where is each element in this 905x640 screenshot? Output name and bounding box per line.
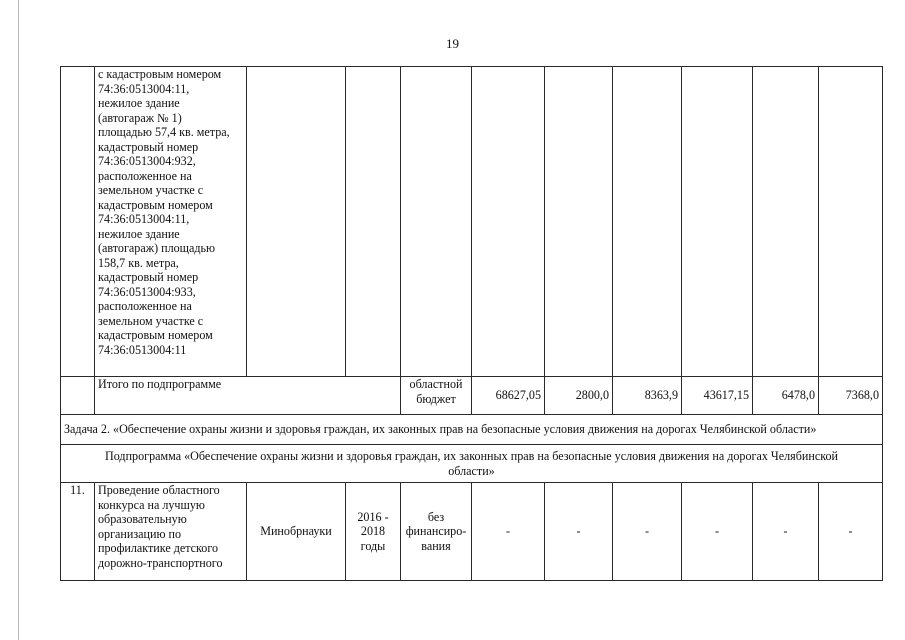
cell-total-value: 68627,05: [472, 377, 545, 415]
cell-object-description: с кадастровым номером 74:36:0513004:11, нежилое здание (автогараж № 1) площадью 57,4 кв. метра, кадастровый номер 74:36:0513004:932, расположенное на земельном участке с кадастровым номером 74:36:0513004:11, нежилое здание (автогараж) площадью 158,7 кв. метра, кадастровый номер 74:36:0513004:933, расположенное на земельном участке с кадастровым номером 74:36:0513004:11: [95, 67, 247, 377]
cell-year-value: -: [819, 483, 883, 581]
cell-year-value: -: [682, 483, 753, 581]
table-row-object-description: [61, 67, 883, 377]
cell-funding-source: областной бюджет: [401, 377, 472, 415]
cell-year-value: -: [753, 483, 819, 581]
page-edge-line: [18, 0, 19, 640]
cell-year-value: 43617,15: [682, 377, 753, 415]
cell-subprogram-heading: Подпрограмма «Обеспечение охраны жизни и здоровья граждан, их законных прав на безопасные условия движения на дорогах Челябинской области»: [61, 445, 883, 483]
cell-year-value: 2800,0: [545, 377, 613, 415]
cell-year-2020: [819, 67, 883, 377]
cell-year-value: 8363,9: [613, 377, 682, 415]
cell-total-label: Итого по подпрограмме: [95, 377, 401, 415]
cell-period: 2016 - 2018 годы: [346, 483, 401, 581]
cell-period: [346, 67, 401, 377]
cell-year-2017: [613, 67, 682, 377]
cell-funding-source: [401, 67, 472, 377]
cell-executor: [247, 67, 346, 377]
table-row-item-11: [61, 483, 883, 581]
document-table: [60, 66, 883, 581]
cell-year-value: -: [613, 483, 682, 581]
cell-year-value: 6478,0: [753, 377, 819, 415]
cell-total: [472, 67, 545, 377]
cell-row-number: 11.: [61, 483, 95, 581]
cell-funding-source: без финансиро- вания: [401, 483, 472, 581]
cell-year-2019: [753, 67, 819, 377]
cell-total-value: -: [472, 483, 545, 581]
cell-task-heading: Задача 2. «Обеспечение охраны жизни и здоровья граждан, их законных прав на безопасные условия движения на дорогах Челябинской области»: [61, 415, 883, 445]
table-row-task-heading: [61, 415, 883, 445]
cell-year-value: -: [545, 483, 613, 581]
cell-row-number: [61, 377, 95, 415]
table-row-subprogram-total: [61, 377, 883, 415]
cell-year-2016: [545, 67, 613, 377]
cell-event-description: Проведение областного конкурса на лучшую образовательную организацию по профилактике детского дорожно-транспортного: [95, 483, 247, 581]
cell-year-2018: [682, 67, 753, 377]
cell-executor: Минобрнауки: [247, 483, 346, 581]
page-number: 19: [446, 36, 459, 51]
cell-year-value: 7368,0: [819, 377, 883, 415]
table-row-subprogram-heading: [61, 445, 883, 483]
cell-row-number: [61, 67, 95, 377]
